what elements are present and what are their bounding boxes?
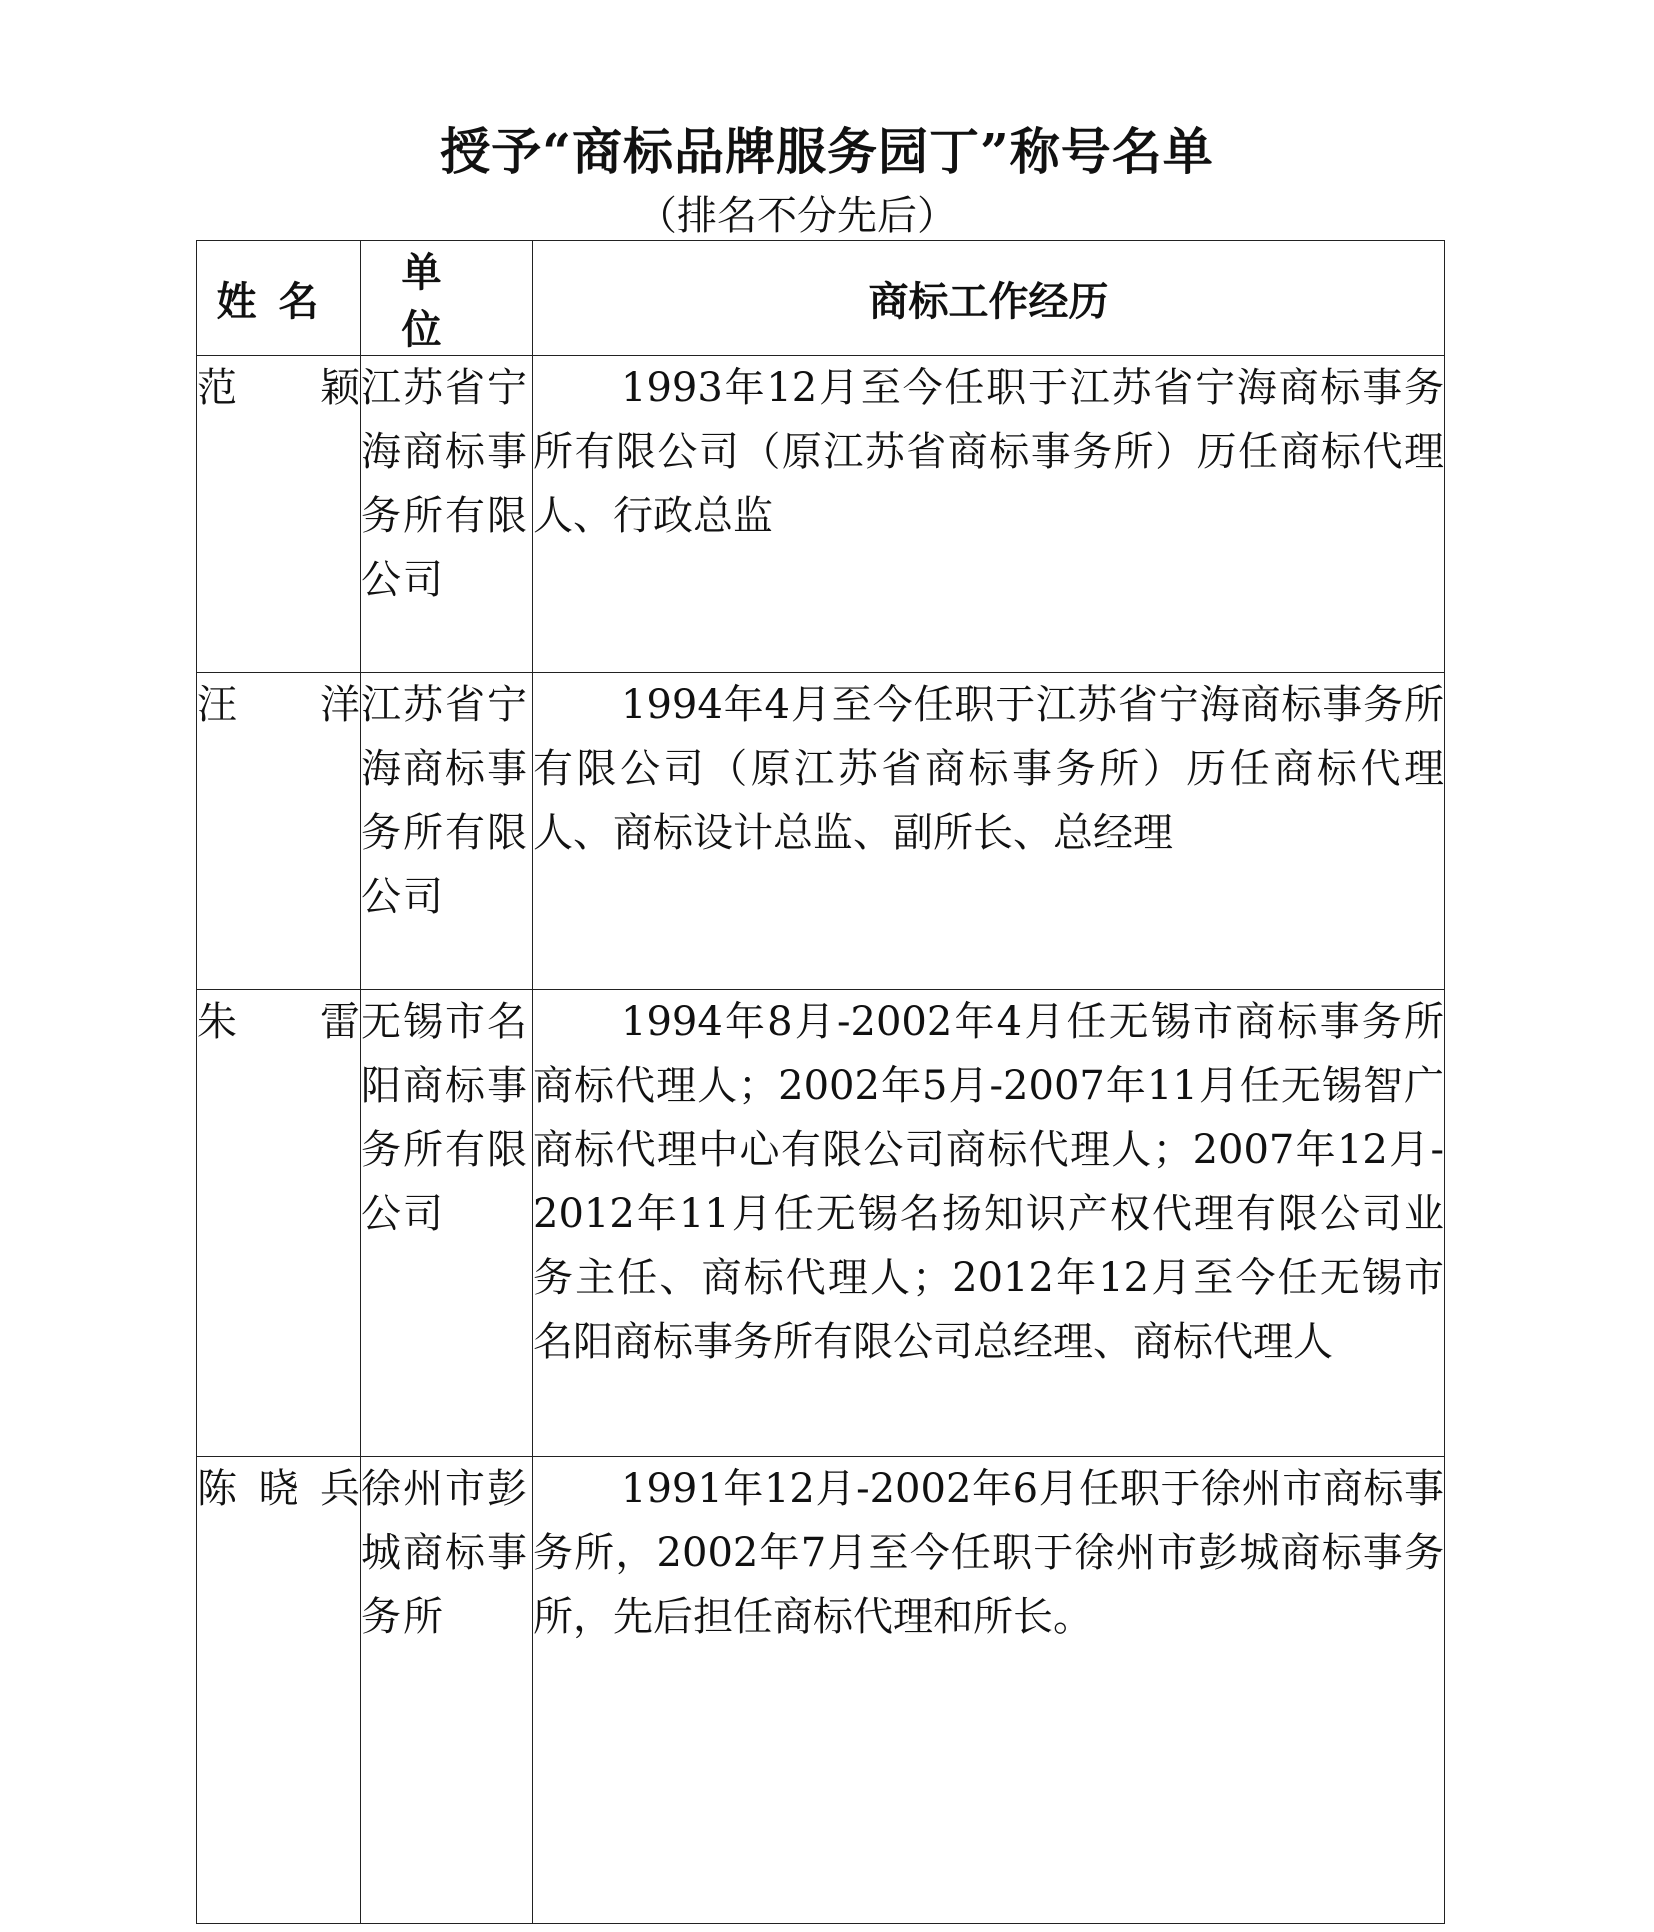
table-row bbox=[197, 673, 1445, 990]
cell-name: 范颖 bbox=[197, 356, 361, 673]
cell-unit: 江苏省宁海商标事务所有限公司 bbox=[361, 673, 533, 990]
cell-name: 汪洋 bbox=[197, 673, 361, 990]
document-subtitle: （排名不分先后） bbox=[637, 193, 957, 239]
cell-name: 朱雷 bbox=[197, 990, 361, 1457]
table-header-row bbox=[197, 241, 1445, 356]
cell-experience: 1994年4月至今任职于江苏省宁海商标事务所有限公司（原江苏省商标事务所）历任商标代理人、商标设计总监、副所长、总经理 bbox=[533, 673, 1445, 990]
cell-unit: 徐州市彭城商标事务所 bbox=[361, 1457, 533, 1924]
table-row bbox=[197, 356, 1445, 673]
header-unit: 单位 bbox=[361, 241, 533, 356]
cell-unit: 无锡市名阳商标事务所有限公司 bbox=[361, 990, 533, 1457]
cell-experience: 1994年8月-2002年4月任无锡市商标事务所商标代理人；2002年5月-2007年11月任无锡智广商标代理中心有限公司商标代理人；2007年12月-2012年11月任无锡名扬知识产权代理有限公司业务主任、商标代理人；2012年12月至今任无锡市名阳商标事务所有限公司总经理、商标代理人 bbox=[533, 990, 1445, 1457]
table-row bbox=[197, 1457, 1445, 1924]
header-experience: 商标工作经历 bbox=[533, 241, 1445, 356]
table-row bbox=[197, 990, 1445, 1457]
header-name: 姓名 bbox=[197, 241, 361, 356]
cell-experience: 1993年12月至今任职于江苏省宁海商标事务所有限公司（原江苏省商标事务所）历任商标代理人、行政总监 bbox=[533, 356, 1445, 673]
cell-unit: 江苏省宁海商标事务所有限公司 bbox=[361, 356, 533, 673]
document-title: 授予“商标品牌服务园丁”称号名单 bbox=[440, 122, 1214, 181]
cell-name: 陈晓兵 bbox=[197, 1457, 361, 1924]
cell-experience: 1991年12月-2002年6月任职于徐州市商标事务所，2002年7月至今任职于徐州市彭城商标事务所，先后担任商标代理和所长。 bbox=[533, 1457, 1445, 1924]
honoree-table bbox=[196, 240, 1445, 1924]
